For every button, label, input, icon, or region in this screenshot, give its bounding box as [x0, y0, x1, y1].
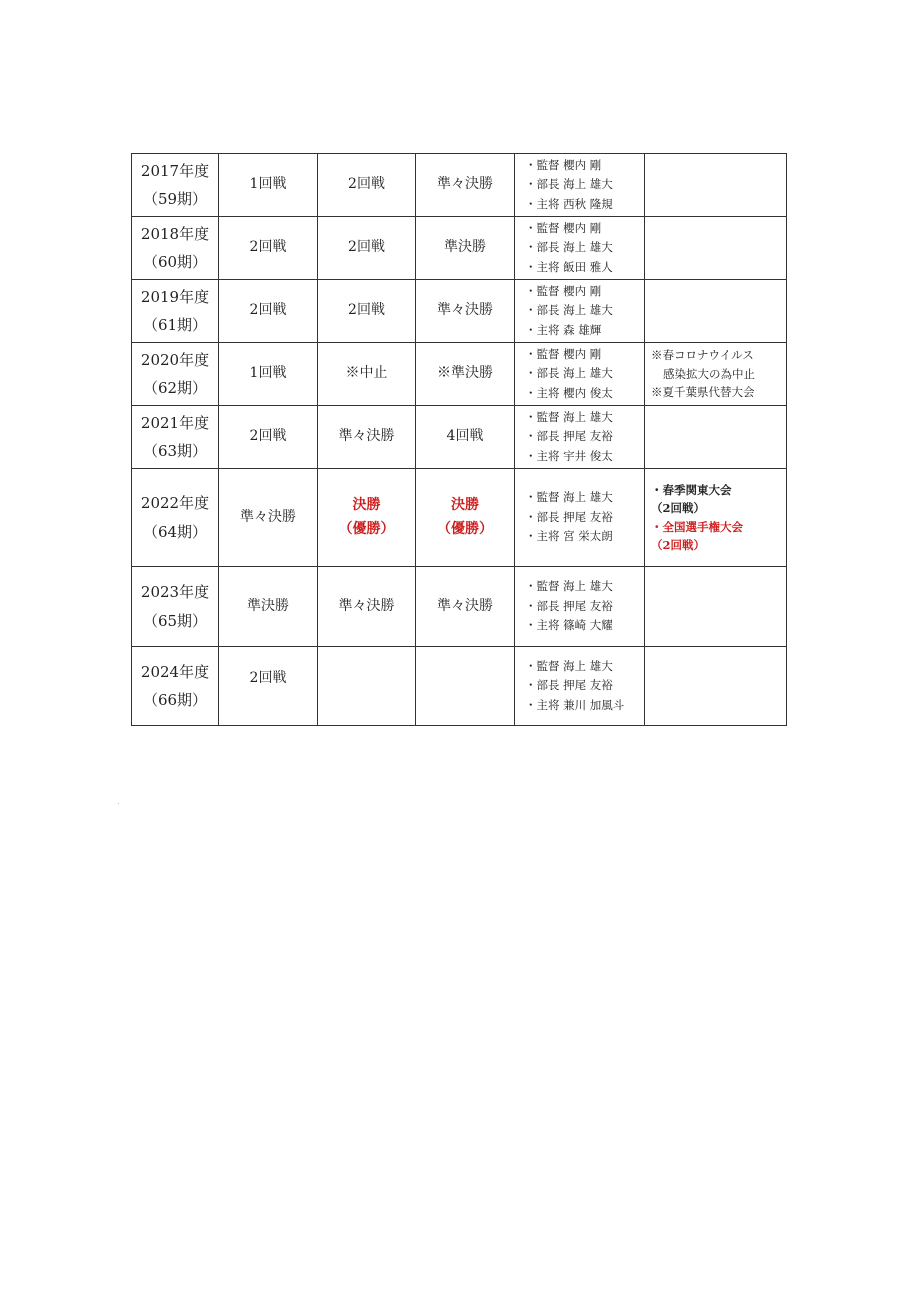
note-line: 感染拡大の為中止: [663, 366, 755, 381]
note-line: （2回戦）: [651, 501, 706, 516]
result-cell-2: [318, 217, 416, 280]
result-cell-2: [318, 647, 416, 726]
year-label: 2017年度: [140, 161, 210, 180]
note-cell: [645, 280, 787, 343]
result-text: 2回戦: [348, 302, 385, 319]
note-cell: [645, 647, 787, 726]
result-text: 2回戦: [249, 302, 287, 319]
table-row: [132, 343, 787, 406]
table-row: [132, 280, 787, 343]
staff-captain: ・主将 兼川 加風斗: [525, 697, 625, 712]
result-text: 準決勝: [247, 597, 289, 614]
staff-cell: [515, 154, 645, 217]
result-cell-2: [318, 406, 416, 469]
staff-manager: ・監督 櫻内 剛: [525, 346, 602, 361]
staff-captain: ・主将 西秋 隆規: [525, 196, 613, 211]
result-text: 1回戦: [249, 365, 287, 382]
result-text: 準々決勝: [437, 597, 493, 614]
year-cell: [132, 343, 219, 406]
note-line: （2回戦）: [651, 537, 706, 552]
result-cell-3: [416, 567, 515, 647]
result-cell-2: [318, 280, 416, 343]
result-cell-3: [416, 406, 515, 469]
staff-director: ・部長 海上 雄大: [525, 366, 613, 381]
scan-speck: [118, 803, 119, 804]
result-cell-1: [219, 469, 318, 567]
term-label: （60期）: [142, 253, 208, 271]
note-cell: [645, 154, 787, 217]
staff-cell: [515, 567, 645, 647]
staff-cell: [515, 406, 645, 469]
year-cell: [132, 567, 219, 647]
year-label: 2019年度: [140, 287, 210, 306]
note-cell: [645, 343, 787, 406]
table-row: [132, 406, 787, 469]
table-row: [132, 217, 787, 280]
staff-director: ・部長 押尾 友裕: [525, 509, 613, 524]
table-row: [132, 469, 787, 567]
result-cell-2: [318, 567, 416, 647]
note-cell: [645, 217, 787, 280]
staff-cell: [515, 217, 645, 280]
result-cell-1: [219, 280, 318, 343]
result-cell-1: [219, 154, 318, 217]
result-cell-3: [416, 280, 515, 343]
result-text: 準々決勝: [437, 302, 493, 319]
result-cell-2: [318, 343, 416, 406]
staff-cell: [515, 343, 645, 406]
note-line: ・全国選手権大会: [651, 519, 743, 534]
staff-captain: ・主将 森 雄輝: [525, 322, 602, 337]
staff-cell: [515, 647, 645, 726]
result-text: 2回戦: [249, 239, 287, 256]
victory-text: （優勝）: [338, 520, 395, 537]
championship-text: 決勝: [451, 496, 479, 513]
result-text: 1回戦: [249, 176, 287, 193]
result-cell-3: [416, 217, 515, 280]
records-table: [131, 153, 787, 726]
year-cell: [132, 280, 219, 343]
year-cell: [132, 406, 219, 469]
staff-manager: ・監督 海上 雄大: [525, 409, 613, 424]
result-text: 準決勝: [444, 239, 486, 256]
staff-manager: ・監督 海上 雄大: [525, 490, 613, 505]
year-label: 2020年度: [140, 350, 210, 369]
staff-cell: [515, 469, 645, 567]
staff-manager: ・監督 櫻内 剛: [525, 157, 602, 172]
result-text: ※中止: [345, 365, 388, 382]
result-text: 準々決勝: [338, 428, 395, 445]
note-line: ※夏千葉県代替大会: [651, 385, 755, 400]
year-label: 2018年度: [140, 224, 210, 243]
result-cell-2: [318, 154, 416, 217]
year-label: 2024年度: [140, 662, 210, 681]
year-cell: [132, 647, 219, 726]
result-cell-1: [219, 406, 318, 469]
staff-director: ・部長 海上 雄大: [525, 177, 613, 192]
staff-manager: ・監督 海上 雄大: [525, 658, 613, 673]
result-cell-1: [219, 217, 318, 280]
staff-cell: [515, 280, 645, 343]
term-label: （59期）: [142, 190, 208, 208]
result-text: 2回戦: [249, 428, 287, 445]
staff-captain: ・主将 宮 栄太朗: [525, 529, 613, 544]
result-cell-3: [416, 469, 515, 567]
staff-director: ・部長 海上 雄大: [525, 240, 613, 255]
term-label: （63期）: [142, 442, 208, 460]
staff-captain: ・主将 櫻内 俊太: [525, 385, 613, 400]
year-cell: [132, 469, 219, 567]
note-cell: [645, 469, 787, 567]
term-label: （64期）: [142, 522, 208, 541]
result-cell-3: [416, 647, 515, 726]
championship-text: 決勝: [352, 496, 381, 513]
result-text: ※準決勝: [437, 365, 493, 382]
year-label: 2022年度: [140, 494, 210, 512]
result-cell-2: [318, 469, 416, 567]
note-cell: [645, 567, 787, 647]
term-label: （66期）: [142, 691, 208, 709]
result-cell-3: [416, 343, 515, 406]
staff-director: ・部長 押尾 友裕: [525, 678, 613, 693]
term-label: （65期）: [142, 611, 208, 630]
staff-director: ・部長 海上 雄大: [525, 303, 613, 318]
result-text: 4回戦: [446, 428, 484, 445]
result-cell-1: [219, 647, 318, 726]
term-label: （61期）: [142, 316, 208, 334]
result-cell-1: [219, 567, 318, 647]
term-label: （62期）: [142, 379, 208, 397]
staff-manager: ・監督 海上 雄大: [525, 579, 613, 594]
result-text: 準々決勝: [240, 508, 296, 525]
table-row: [132, 647, 787, 726]
result-text: 2回戦: [348, 239, 385, 256]
table-row: [132, 567, 787, 647]
table-row: [132, 154, 787, 217]
staff-manager: ・監督 櫻内 剛: [525, 220, 602, 235]
staff-manager: ・監督 櫻内 剛: [525, 283, 602, 298]
staff-captain: ・主将 篠崎 大耀: [525, 618, 613, 633]
note-cell: [645, 406, 787, 469]
result-text: 2回戦: [249, 670, 287, 686]
year-cell: [132, 217, 219, 280]
note-line: ※春コロナウイルス: [651, 348, 754, 363]
result-cell-3: [416, 154, 515, 217]
note-line: ・春季関東大会: [651, 482, 732, 497]
staff-director: ・部長 押尾 友裕: [525, 429, 613, 444]
year-cell: [132, 154, 219, 217]
result-cell-1: [219, 343, 318, 406]
result-text: 準々決勝: [338, 597, 395, 614]
victory-text: （優勝）: [437, 520, 493, 537]
result-text: 準々決勝: [437, 176, 493, 193]
staff-captain: ・主将 飯田 雅人: [525, 259, 613, 274]
result-text: 2回戦: [348, 176, 385, 193]
year-label: 2023年度: [140, 583, 210, 601]
staff-captain: ・主将 宇井 俊太: [525, 448, 613, 463]
year-label: 2021年度: [140, 413, 210, 432]
staff-director: ・部長 押尾 友裕: [525, 598, 613, 613]
